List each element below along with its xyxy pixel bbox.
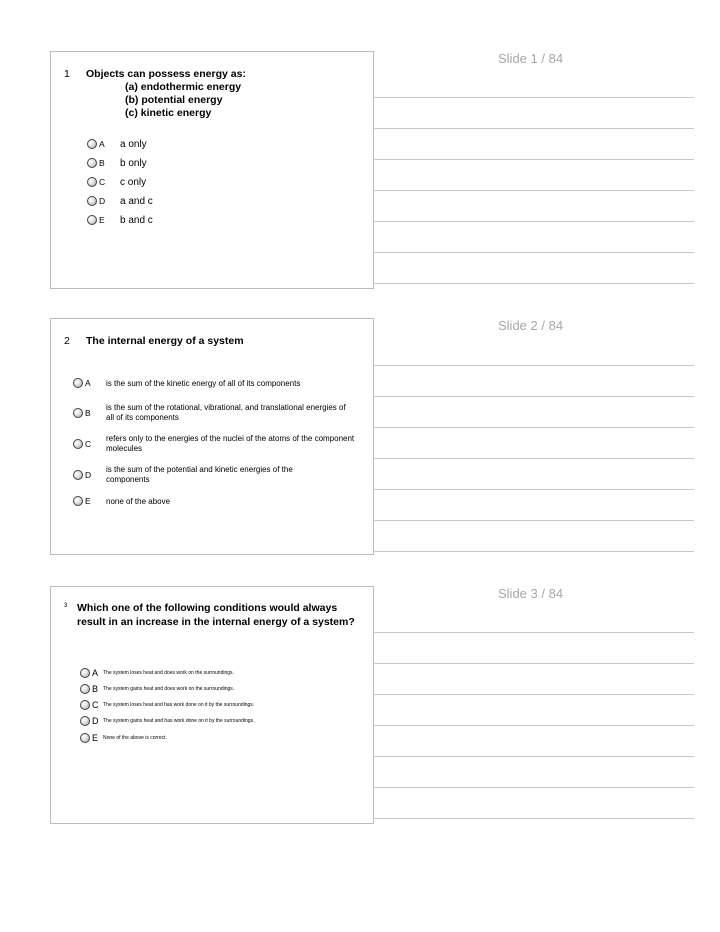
note-line (373, 663, 694, 664)
choice-3b[interactable] (80, 684, 98, 694)
choice-3c[interactable] (80, 700, 99, 710)
question-1-line-3: (b) potential energy (125, 94, 223, 106)
radio-button[interactable] (80, 733, 90, 743)
choice-1d-text: a and c (120, 196, 153, 207)
choice-3a[interactable] (80, 668, 98, 678)
choice-3c-text: The system loses heat and has work done on it by the surroundings. (103, 702, 255, 708)
question-2-text: The internal energy of a system (86, 335, 244, 347)
choice-3d[interactable] (80, 716, 99, 726)
question-2-number: 2 (64, 335, 70, 347)
radio-button[interactable] (80, 700, 90, 710)
choice-letter: E (85, 496, 91, 506)
question-1-number: 1 (64, 68, 70, 80)
choice-letter: D (85, 470, 92, 480)
question-3-number: 3 (64, 603, 68, 609)
choice-letter: B (92, 684, 99, 694)
choice-1b-text: b only (120, 158, 147, 169)
choice-letter: E (99, 215, 105, 225)
choice-letter: D (99, 196, 106, 206)
question-1-line-1: Objects can possess energy as: (86, 68, 246, 80)
choice-1c-text: c only (120, 177, 147, 188)
choice-letter: A (92, 668, 99, 678)
choice-2a-text: is the sum of the kinetic energy of all of its components (106, 379, 301, 388)
choice-3a-text: The system loses heat and does work on the surroundings. (103, 670, 234, 676)
radio-button[interactable] (80, 668, 90, 678)
note-line (373, 818, 694, 819)
choice-1a-text: a only (120, 139, 147, 150)
slide-3-label: Slide 3 / 84 (498, 586, 564, 601)
choice-letter: C (85, 439, 92, 449)
choice-2e-text: none of the above (106, 497, 171, 506)
choice-2d-text: is the sum of the potential and kinetic energies of the components (106, 465, 293, 484)
choice-letter: E (92, 733, 99, 743)
question-1-line-2: (a) endothermic energy (125, 81, 242, 93)
choice-3e-text: None of the above is correct. (103, 735, 167, 741)
radio-button[interactable] (80, 716, 90, 726)
choice-letter: C (92, 700, 99, 710)
slide-2-label: Slide 2 / 84 (498, 318, 564, 333)
note-line (373, 632, 694, 633)
note-line (373, 694, 694, 695)
choice-2b-text: is the sum of the rotational, vibrational, and translational energies of all of its components (106, 403, 346, 422)
choice-letter: A (85, 378, 91, 388)
choice-3d-text: The system gains heat and has work done on it by the surroundings. (103, 718, 255, 724)
choice-3e[interactable] (80, 733, 98, 743)
note-line (373, 756, 694, 757)
slide-1-label: Slide 1 / 84 (498, 51, 564, 66)
choice-1e-text: b and c (120, 215, 153, 226)
choice-3b-text: The system gains heat and does work on the surroundings. (103, 686, 235, 692)
radio-button[interactable] (80, 684, 90, 694)
choice-letter: A (99, 139, 105, 149)
choice-2c-text: refers only to the energies of the nuclei of the atoms of the component molecules (106, 434, 355, 453)
question-1-line-4: (c) kinetic energy (125, 107, 212, 119)
choice-letter: C (99, 177, 106, 187)
note-line (373, 725, 694, 726)
choice-letter: D (92, 716, 99, 726)
note-line (373, 787, 694, 788)
choice-letter: B (99, 158, 105, 168)
question-3-text: Which one of the following conditions would always result in an increase in the internal energy of a system? (77, 602, 355, 628)
choice-letter: B (85, 408, 91, 418)
